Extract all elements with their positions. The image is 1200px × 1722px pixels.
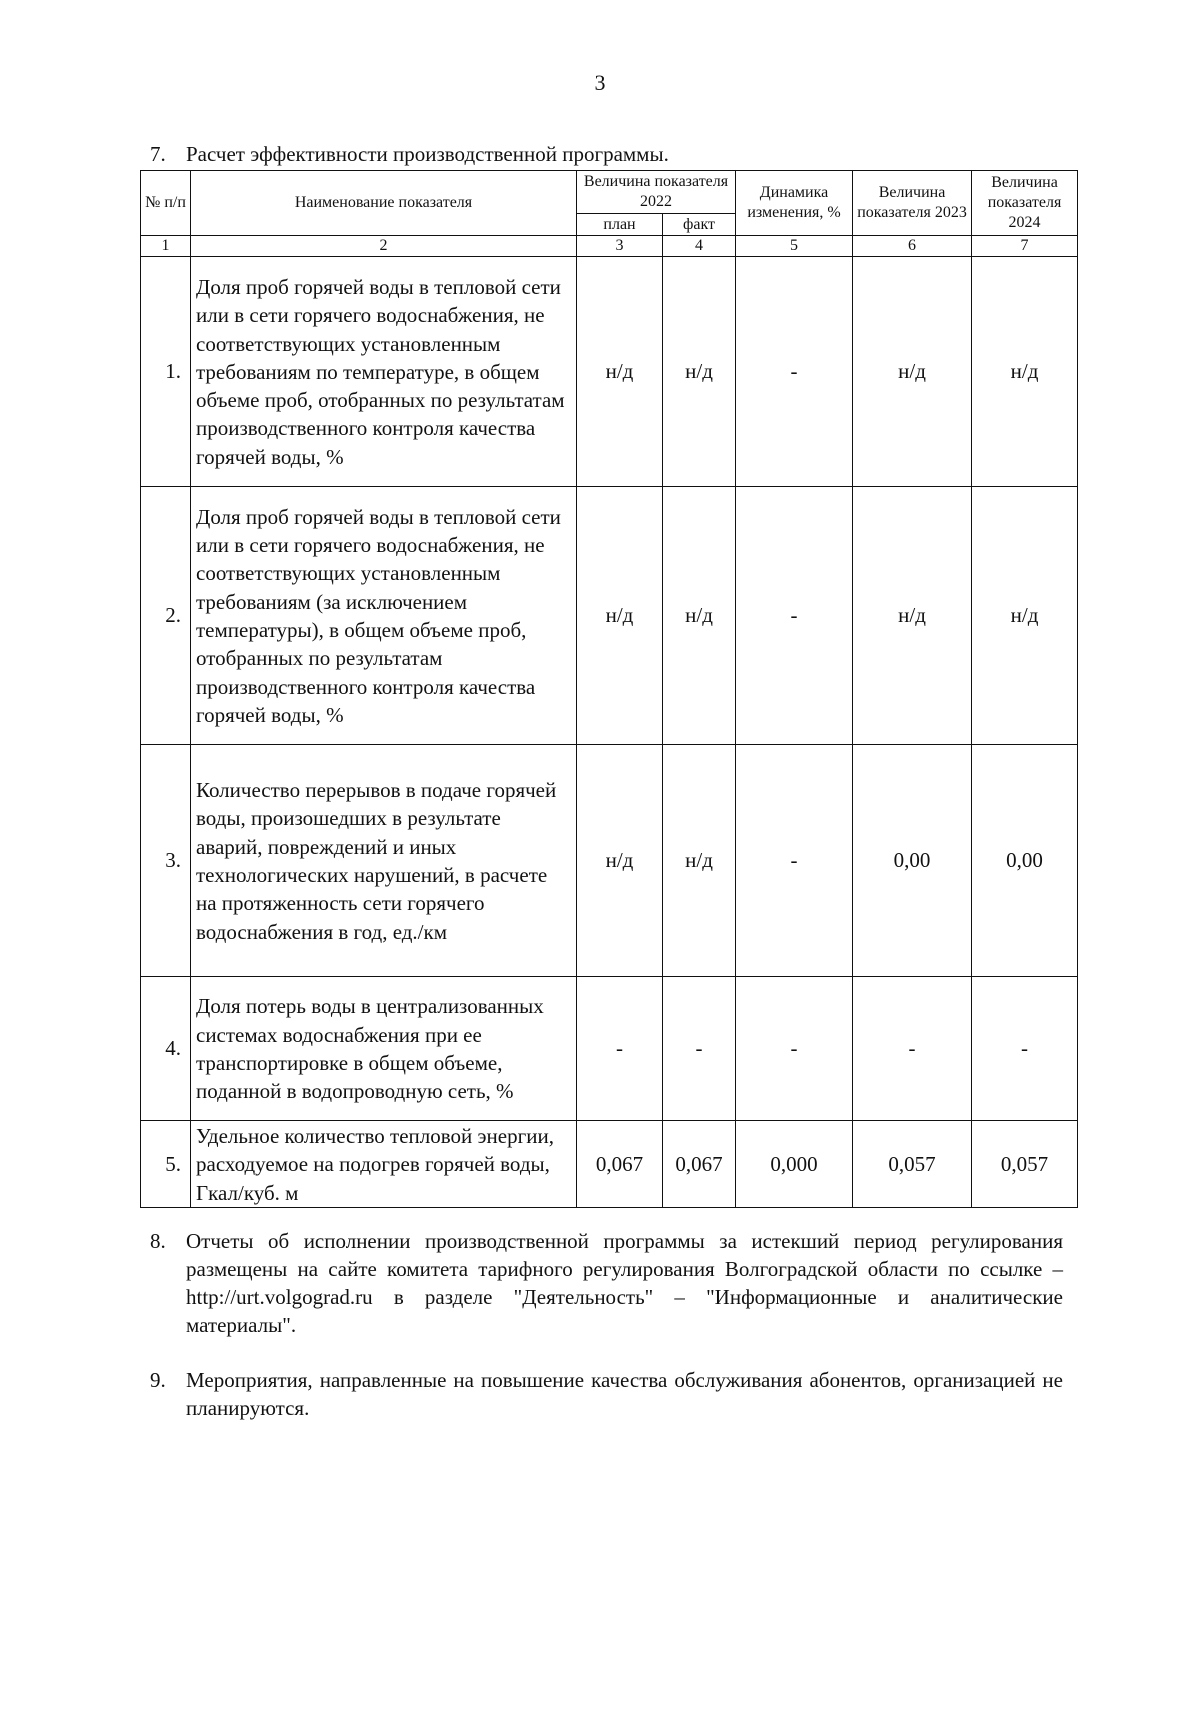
indicator-name: Количество перерывов в подаче горячей воды, произошедших в результате аварий, повреждений и иных технологических нарушений, в расчете на протяженность сети горячего водоснабжения в год, ед./км	[191, 745, 577, 977]
section-7-title	[150, 142, 669, 166]
fact-2022-value: 0,067	[663, 1121, 736, 1208]
column-number-row	[141, 236, 1078, 257]
indicator-name: Доля потерь воды в централизованных системах водоснабжения при ее транспортировке в общем объеме, поданной в водопроводную сеть, %	[191, 977, 577, 1121]
section-9-number: 9.	[150, 1368, 166, 1392]
indicator-name: Доля проб горячей воды в тепловой сети или в сети горячего водоснабжения, не соответствующих установленным требованиям по температуре, в общем объеме проб, отобранных по результатам производственного контроля качества горячей воды, %	[191, 257, 577, 487]
value-2024: 0,057	[972, 1121, 1078, 1208]
column-number: 5	[736, 236, 853, 257]
value-2024: 0,00	[972, 745, 1078, 977]
header-value-2024: Величина показателя 2024	[972, 171, 1078, 236]
value-2024: н/д	[972, 257, 1078, 487]
fact-2022-value: н/д	[663, 487, 736, 745]
column-number: 7	[972, 236, 1078, 257]
plan-2022-value: -	[577, 977, 663, 1121]
section-9	[150, 1366, 1063, 1422]
section-7-number: 7.	[150, 142, 166, 166]
value-2023: 0,057	[853, 1121, 972, 1208]
header-dynamics: Динамика изменения, %	[736, 171, 853, 236]
row-number: 5.	[141, 1121, 191, 1208]
row-number: 2.	[141, 487, 191, 745]
dynamics-value: -	[736, 745, 853, 977]
section-8	[150, 1227, 1063, 1339]
row-number: 3.	[141, 745, 191, 977]
indicator-name: Удельное количество тепловой энергии, расходуемое на подогрев горячей воды, Гкал/куб. м	[191, 1121, 577, 1208]
column-number: 4	[663, 236, 736, 257]
section-9-text: Мероприятия, направленные на повышение качества обслуживания абонентов, организацией не планируются.	[186, 1368, 1063, 1420]
header-value-2023: Величина показателя 2023	[853, 171, 972, 236]
table-row	[141, 257, 1078, 487]
value-2024: -	[972, 977, 1078, 1121]
table-row	[141, 487, 1078, 745]
section-8-number: 8.	[150, 1229, 166, 1253]
plan-2022-value: н/д	[577, 487, 663, 745]
plan-2022-value: н/д	[577, 745, 663, 977]
column-number: 1	[141, 236, 191, 257]
header-fact: факт	[663, 214, 736, 236]
plan-2022-value: н/д	[577, 257, 663, 487]
value-2023: 0,00	[853, 745, 972, 977]
fact-2022-value: н/д	[663, 257, 736, 487]
table-row	[141, 1121, 1078, 1208]
header-plan: план	[577, 214, 663, 236]
header-indicator-name: Наименование показателя	[191, 171, 577, 236]
plan-2022-value: 0,067	[577, 1121, 663, 1208]
value-2023: -	[853, 977, 972, 1121]
fact-2022-value: -	[663, 977, 736, 1121]
column-number: 6	[853, 236, 972, 257]
section-7-title-text: Расчет эффективности производственной программы.	[186, 142, 669, 166]
table-row	[141, 977, 1078, 1121]
dynamics-value: -	[736, 257, 853, 487]
dynamics-value: -	[736, 487, 853, 745]
row-number: 4.	[141, 977, 191, 1121]
section-8-text: Отчеты об исполнении производственной программы за истекший период регулирования размещены на сайте комитета тарифного регулирования Волгоградской области по ссылке – http://urt.volgograd.ru в разделе "Деятельность" – "Информационные и аналитические материалы".	[186, 1229, 1063, 1337]
dynamics-value: 0,000	[736, 1121, 853, 1208]
value-2023: н/д	[853, 257, 972, 487]
column-number: 2	[191, 236, 577, 257]
indicator-name: Доля проб горячей воды в тепловой сети или в сети горячего водоснабжения, не соответствующих установленным требованиям (за исключением температуры), в общем объеме проб, отобранных по результатам производственного контроля качества горячей воды, %	[191, 487, 577, 745]
column-number: 3	[577, 236, 663, 257]
page-number: 3	[594, 70, 606, 95]
header-value-2022: Величина показателя 2022	[577, 171, 736, 214]
efficiency-table	[140, 170, 1078, 1208]
row-number: 1.	[141, 257, 191, 487]
value-2024: н/д	[972, 487, 1078, 745]
table-row	[141, 745, 1078, 977]
dynamics-value: -	[736, 977, 853, 1121]
header-number: № п/п	[141, 171, 191, 236]
fact-2022-value: н/д	[663, 745, 736, 977]
value-2023: н/д	[853, 487, 972, 745]
